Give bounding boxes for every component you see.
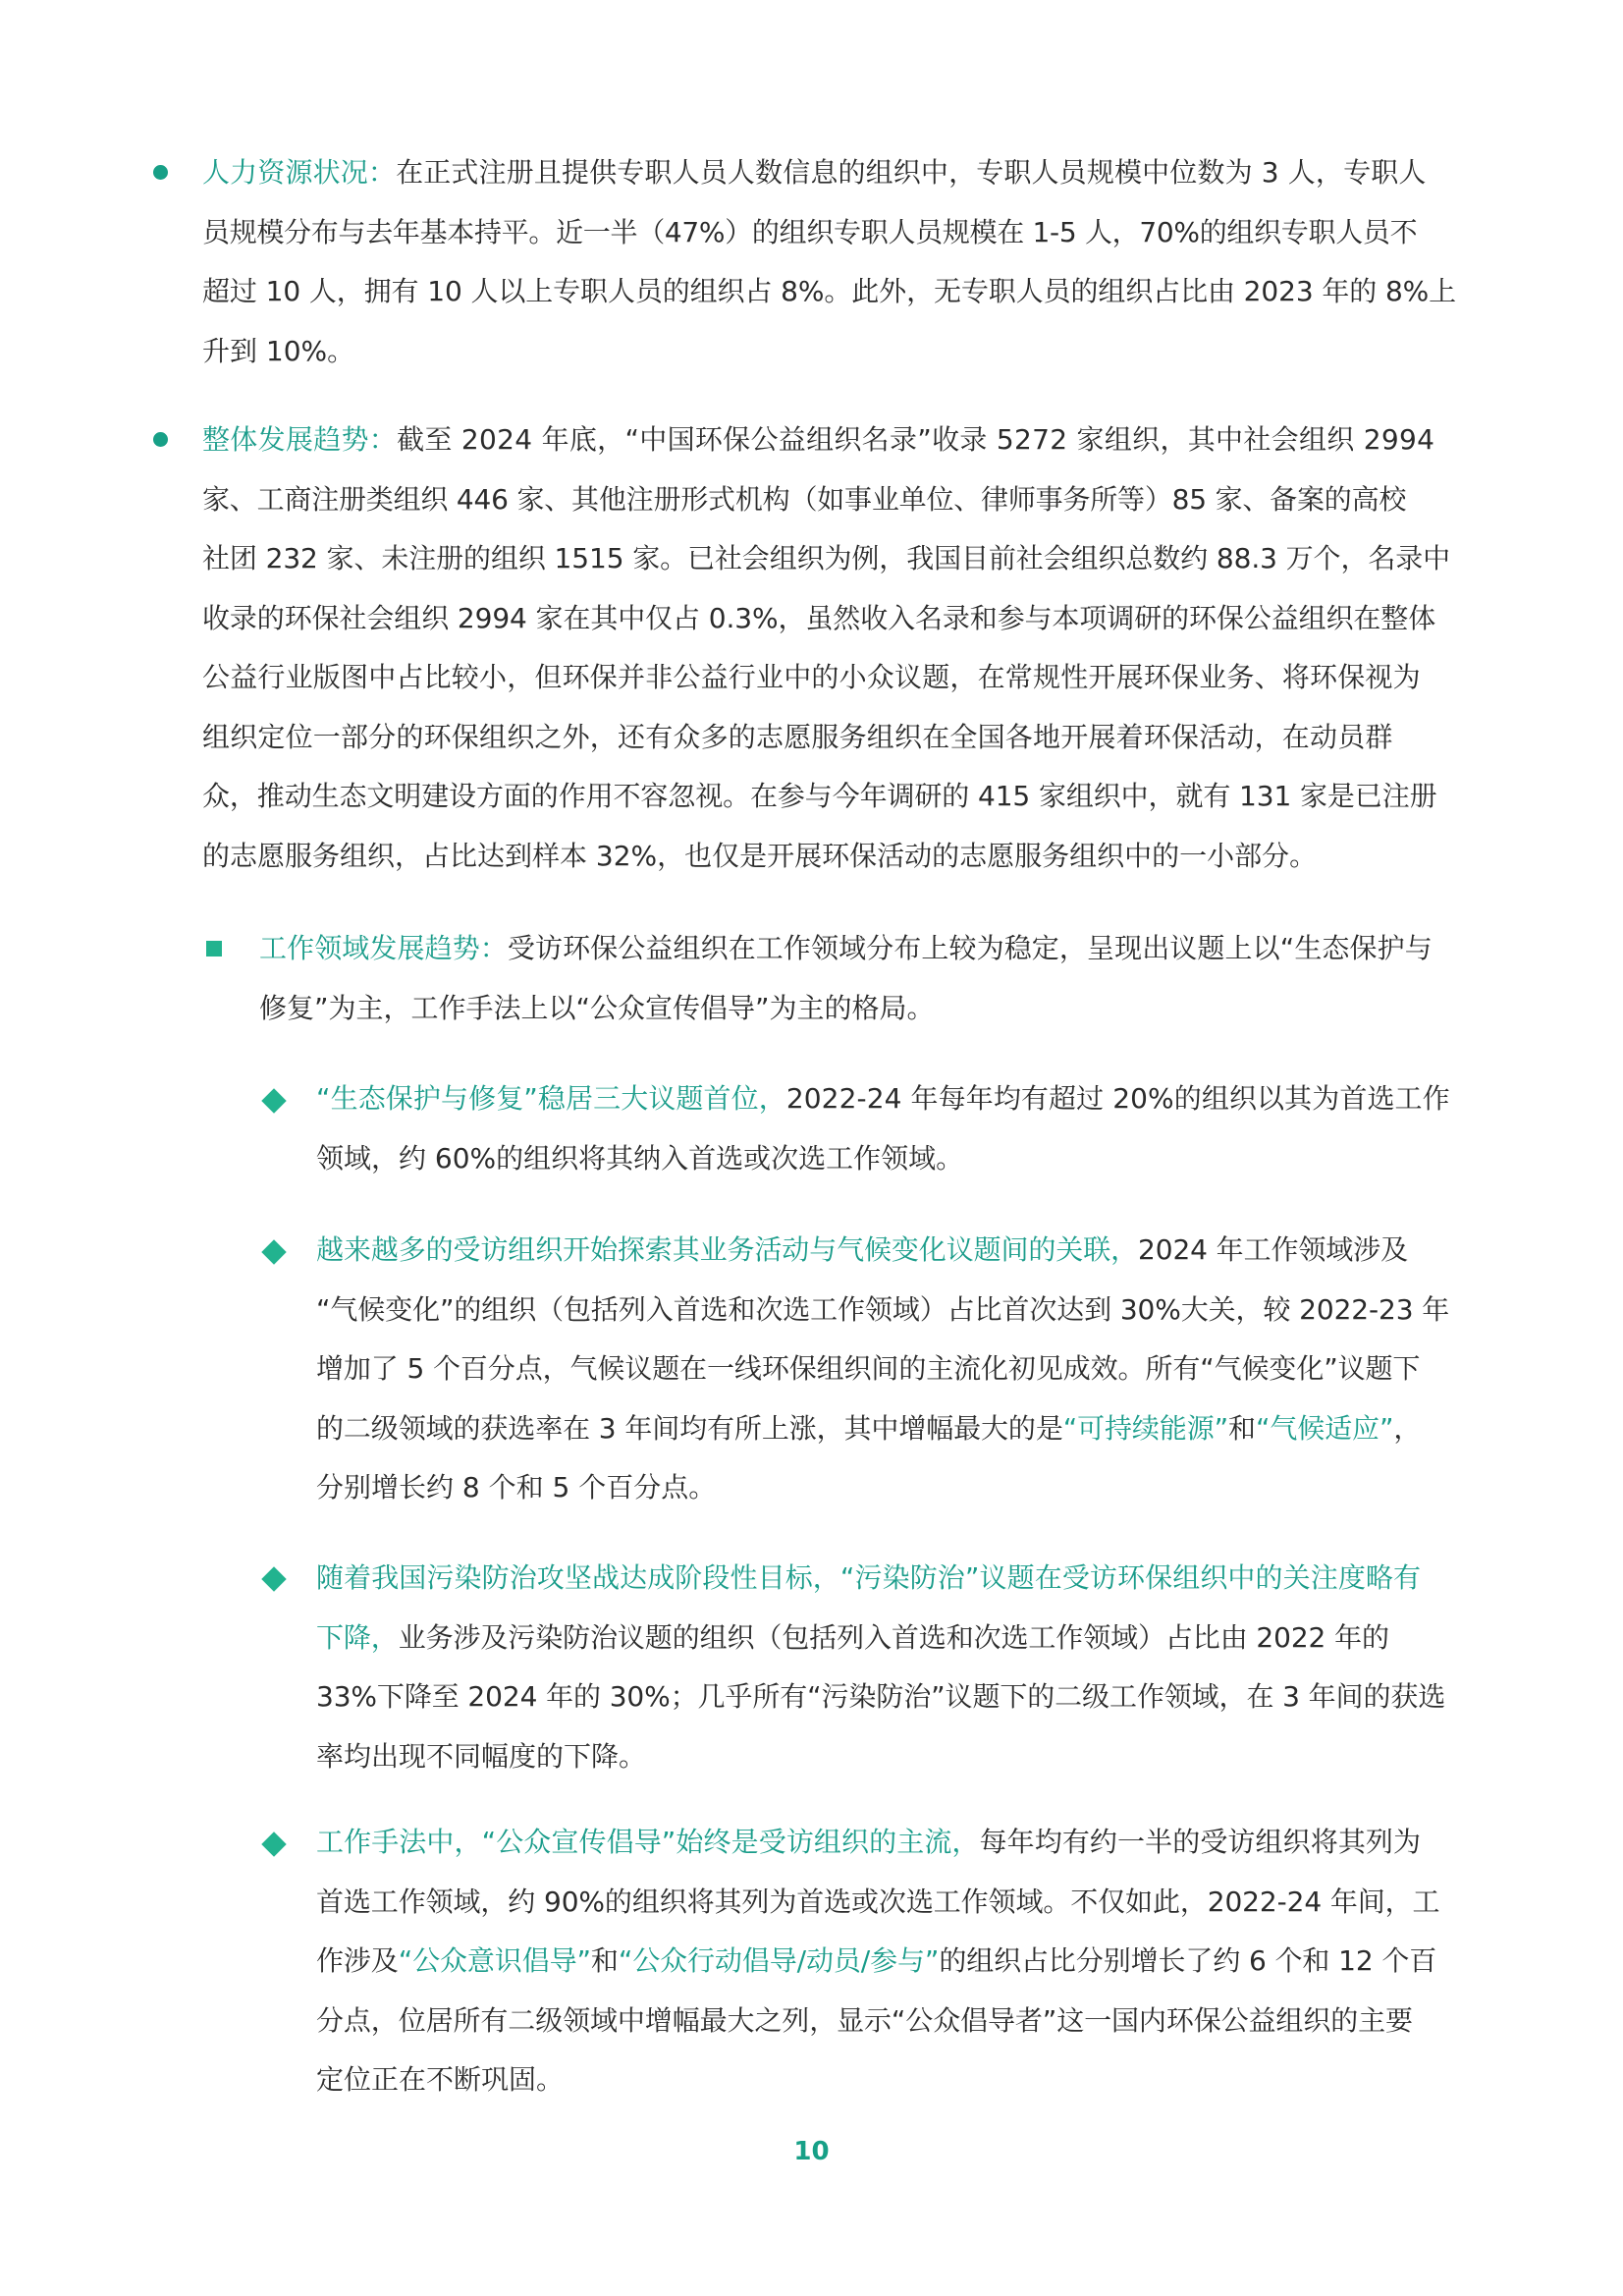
paragraph-line: 家、工商注册类组织 446 家、其他注册形式机构（如事业单位、律师事务所等）85 家、备案的高校 xyxy=(202,482,1407,516)
paragraph-line: 越来越多的受访组织开始探索其业务活动与气候变化议题间的关联，2024 年工作领域涉及 xyxy=(316,1233,1408,1266)
paragraph-line: 分别增长约 8 个和 5 个百分点。 xyxy=(316,1471,717,1503)
paragraph-line: 定位正在不断巩固。 xyxy=(316,2063,565,2096)
bullet-dot-icon xyxy=(153,165,168,180)
bullet-diamond-icon xyxy=(261,1566,286,1591)
paragraph-line: 组织定位一部分的环保组织之外，还有众多的志愿服务组织在全国各地开展着环保活动，在动员群 xyxy=(202,720,1393,753)
highlight-public-awareness: “公众意识倡导” xyxy=(398,1944,591,1977)
overall-trend-paragraph xyxy=(202,410,1450,886)
field-trend-paragraph xyxy=(259,919,1433,1038)
overall-trend-label: 整体发展趋势： xyxy=(202,423,398,456)
paragraph-line: 社团 232 家、未注册的组织 1515 家。已社会组织为例，我国目前社会组织总数约 88.3 万个，名录中 xyxy=(202,542,1451,574)
paragraph-line: 众，推动生态文明建设方面的作用不容忽视。在参与今年调研的 415 家组织中，就有 131 家是已注册 xyxy=(202,780,1437,812)
point-2-paragraph xyxy=(316,1221,1449,1518)
paragraph-line: “气候变化”的组织（包括列入首选和次选工作领域）占比首次达到 30%大关，较 2022-23 年 xyxy=(316,1292,1450,1326)
bullet-diamond-icon xyxy=(261,1088,286,1113)
paragraph-line: 首选工作领域，约 90%的组织将其列为首选或次选工作领域。不仅如此，2022-24 年间，工 xyxy=(316,1885,1440,1918)
point-2-highlight: 越来越多的受访组织开始探索其业务活动与气候变化议题间的关联， xyxy=(316,1233,1139,1266)
bullet-dot-icon xyxy=(153,432,168,447)
paragraph-line: 率均出现不同幅度的下降。 xyxy=(316,1739,647,1773)
field-trend-label: 工作领域发展趋势： xyxy=(259,932,508,964)
highlight-public-action: “公众行动倡导/动员/参与” xyxy=(618,1944,940,1977)
paragraph-line: 整体发展趋势：截至 2024 年底，“中国环保公益组织名录”收录 5272 家组织，其中社会组织 2994 xyxy=(202,423,1435,456)
paragraph-line: 公益行业版图中占比较小，但环保并非公益行业中的小众议题，在常规性开展环保业务、将环保视为 xyxy=(202,661,1421,693)
paragraph-line: 人力资源状况：在正式注册且提供专职人员人数信息的组织中，专职人员规模中位数为 3 人，专职人 xyxy=(202,156,1427,189)
paragraph-line: 作涉及“公众意识倡导”和“公众行动倡导/动员/参与”的组织占比分别增长了约 6 个和 12 个百 xyxy=(316,1944,1437,1977)
paragraph-line: 超过 10 人，拥有 10 人以上专职人员的组织占 8%。此外，无专职人员的组织占比由 2023 年的 8%上 xyxy=(202,275,1457,307)
point-4-highlight: 工作手法中，“公众宣传倡导”始终是受访组织的主流， xyxy=(316,1826,980,1858)
bullet-diamond-icon xyxy=(261,1831,286,1856)
point-3-highlight-end: 下降， xyxy=(316,1620,399,1654)
paragraph-line: “生态保护与修复”稳居三大议题首位，2022-24 年每年均有超过 20%的组织以其为首选工作 xyxy=(316,1082,1450,1115)
human-resources-paragraph xyxy=(202,143,1456,381)
bullet-square-icon xyxy=(206,941,222,957)
paragraph-line: 领域，约 60%的组织将其纳入首选或次选工作领域。 xyxy=(316,1141,964,1175)
point-3-paragraph xyxy=(316,1549,1445,1786)
paragraph-line: 员规模分布与去年基本持平。近一半（47%）的组织专职人员规模在 1-5 人，70%的组织专职人员不 xyxy=(202,215,1418,248)
paragraph-line: 收录的环保社会组织 2994 家在其中仅占 0.3%，虽然收入名录和参与本项调研的环保公益组织在整体 xyxy=(202,601,1436,634)
paragraph-line: 增加了 5 个百分点，气候议题在一线环保组织间的主流化初见成效。所有“气候变化”议题下 xyxy=(316,1352,1421,1385)
paragraph-line: 工作手法中，“公众宣传倡导”始终是受访组织的主流，每年均有约一半的受访组织将其列为 xyxy=(316,1826,1422,1858)
paragraph-line: 的二级领域的获选率在 3 年间均有所上涨，其中增幅最大的是“可持续能源”和“气候适应”， xyxy=(316,1411,1422,1445)
highlight-sustainable-energy: “可持续能源” xyxy=(1062,1411,1229,1445)
point-1-paragraph xyxy=(316,1069,1450,1188)
paragraph-line: 分点，位居所有二级领域中增幅最大之列，显示“公众倡导者”这一国内环保公益组织的主要 xyxy=(316,2003,1413,2037)
point-3-highlight: 随着我国污染防治攻坚战达成阶段性目标，“污染防治”议题在受访环保组织中的关注度略有 xyxy=(316,1561,1422,1594)
paragraph-line: 升到 10%。 xyxy=(202,334,355,367)
human-resources-label: 人力资源状况： xyxy=(202,156,397,189)
point-1-highlight: “生态保护与修复”稳居三大议题首位， xyxy=(316,1082,786,1115)
page-number: 10 xyxy=(793,2137,830,2166)
paragraph-line: 的志愿服务组织，占比达到样本 32%，也仅是开展环保活动的志愿服务组织中的一小部分。 xyxy=(202,839,1318,872)
paragraph-line: 下降，业务涉及污染防治议题的组织（包括列入首选和次选工作领域）占比由 2022 年的 xyxy=(316,1620,1389,1654)
bullet-diamond-icon xyxy=(261,1239,286,1264)
point-4-paragraph xyxy=(316,1813,1439,2110)
paragraph-line: 修复”为主，工作手法上以“公众宣传倡导”为主的格局。 xyxy=(259,991,935,1024)
paragraph-line: 工作领域发展趋势：受访环保公益组织在工作领域分布上较为稳定，呈现出议题上以“生态保护与 xyxy=(259,932,1433,964)
paragraph-line: 33%下降至 2024 年的 30%；几乎所有“污染防治”议题下的二级工作领域，在 3 年间的获选 xyxy=(316,1680,1446,1713)
highlight-climate-adaptation: “气候适应” xyxy=(1255,1411,1394,1445)
